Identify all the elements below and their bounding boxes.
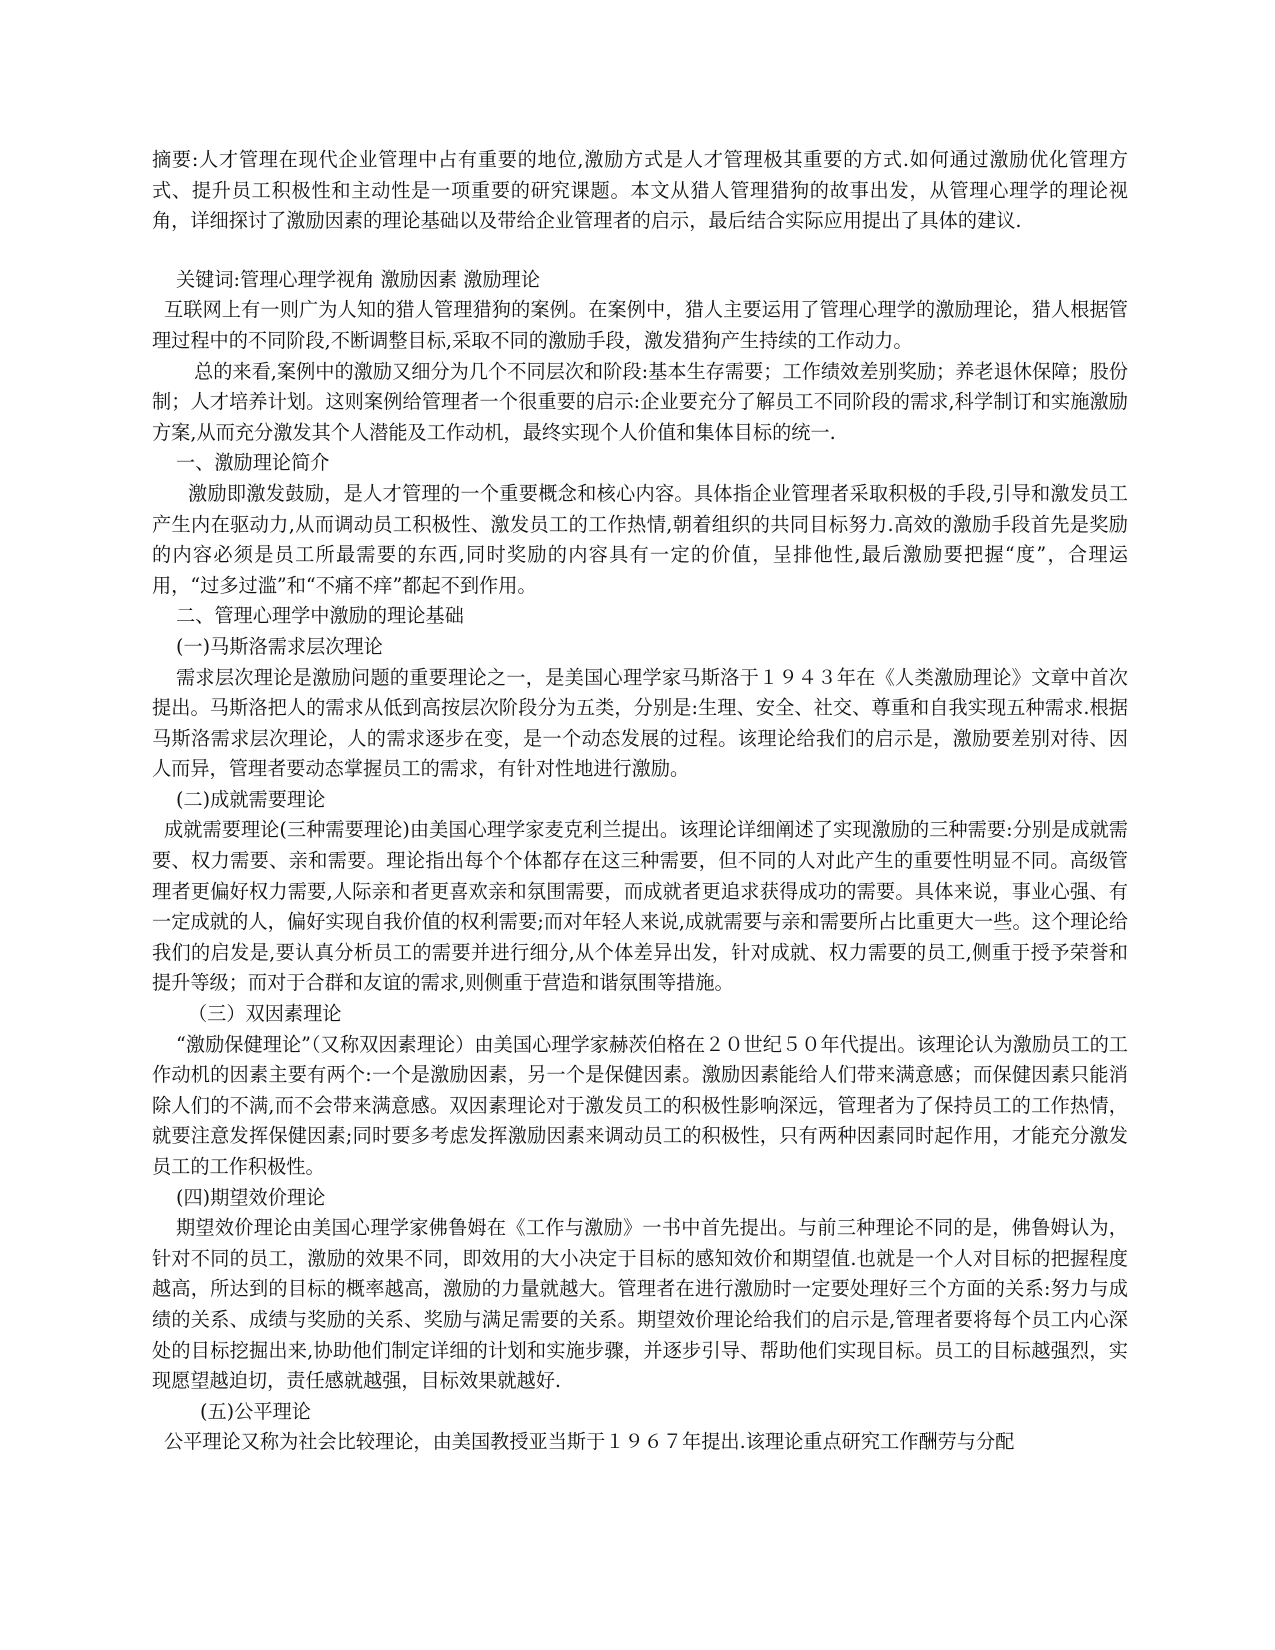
- paragraph-gap: [152, 237, 1128, 265]
- subsection-5-paragraph: 公平理论又称为社会比较理论，由美国教授亚当斯于１９６７年提出.该理论重点研究工作酬劳与分配: [164, 1430, 1015, 1454]
- section-1-paragraph: 激励即激发鼓励，是人才管理的一个重要概念和核心内容。具体指企业管理者采取积极的手段,引导和激发员工产生内在驱动力,从而调动员工积极性、激发员工的工作热情,朝着组织的共同目标努力.高效的激励手段首先是奖励的内容必须是员工所最需要的东西,同时奖励的内容具有一定的价值，呈排他性,最后激励要把握“度”，合理运用，“过多过滥”和“不痛不痒”都起不到作用。: [152, 481, 1128, 597]
- section-1-heading: 一、激励理论简介: [176, 451, 330, 475]
- subsection-4-paragraph: 期望效价理论由美国心理学家佛鲁姆在《工作与激励》一书中首先提出。与前三种理论不同的是，佛鲁姆认为，针对不同的员工，激励的效果不同，即效用的大小决定于目标的感知效价和期望值.也就是一个人对目标的把握程度越高，所达到的目标的概率越高，激励的力量就越大。管理者在进行激励时一定要处理好三个方面的关系:努力与成绩的关系、成绩与奖励的关系、奖励与满足需要的关系。期望效价理论给我们的启示是,管理者要将每个员工内心深处的目标挖掘出来,协助他们制定详细的计划和实施步骤，并逐步引导、帮助他们实现目标。员工的目标越强烈，实现愿望越迫切，责任感就越强，目标效果就越好.: [152, 1216, 1128, 1393]
- subsection-2-heading: (二)成就需要理论: [176, 787, 326, 811]
- document-page: [152, 145, 1128, 1458]
- intro-paragraph-1: 互联网上有一则广为人知的猎人管理猎狗的案例。在案例中，猎人主要运用了管理心理学的激励理论，猎人根据管理过程中的不同阶段,不断调整目标,采取不同的激励手段，激发猎狗产生持续的工作动力。: [152, 298, 1128, 352]
- subsection-3-heading: （三）双因素理论: [188, 1002, 342, 1026]
- subsection-1-paragraph: 需求层次理论是激励问题的重要理论之一，是美国心理学家马斯洛于１９４３年在《人类激励理论》文章中首次提出。马斯洛把人的需求从低到高按层次阶段分为五类，分别是:生理、安全、社交、尊重和自我实现五种需求.根据马斯洛需求层次理论，人的需求逐步在变，是一个动态发展的过程。该理论给我们的启示是，激励要差别对待、因人而异，管理者要动态掌握员工的需求，有针对性地进行激励。: [152, 665, 1128, 781]
- subsection-5-heading: (五)公平理论: [200, 1399, 311, 1423]
- section-2-heading: 二、管理心理学中激励的理论基础: [176, 604, 464, 628]
- subsection-4-heading: (四)期望效价理论: [176, 1185, 326, 1209]
- subsection-3-paragraph: “激励保健理论”（又称双因素理论）由美国心理学家赫茨伯格在２０世纪５０年代提出。该理论认为激励员工的工作动机的因素主要有两个:一个是激励因素，另一个是保健因素。激励因素能给人们带来满意感；而保健因素只能消除人们的不满,而不会带来满意感。双因素理论对于激发员工的积极性影响深远，管理者为了保持员工的工作热情，就要注意发挥保健因素;同时要多考虑发挥激励因素来调动员工的积极性，只有两种因素同时起作用，才能充分激发员工的工作积极性。: [152, 1032, 1128, 1178]
- intro-paragraph-2: 总的来看,案例中的激励又细分为几个不同层次和阶段:基本生存需要；工作绩效差别奖励；养老退休保障；股份制；人才培养计划。这则案例给管理者一个很重要的启示:企业要充分了解员工不同阶段的需求,科学制订和实施激励方案,从而充分激发其个人潜能及工作动机，最终实现个人价值和集体目标的统一.: [152, 359, 1128, 444]
- subsection-2-paragraph: 成就需要理论(三种需要理论)由美国心理学家麦克利兰提出。该理论详细阐述了实现激励的三种需要:分别是成就需要、权力需要、亲和需要。理论指出每个个体都存在这三种需要，但不同的人对此产生的重要性明显不同。高级管理者更偏好权力需要,人际亲和者更喜欢亲和氛围需要，而成就者更追求获得成功的需要。具体来说，事业心强、有一定成就的人，偏好实现自我价值的权利需要;而对年轻人来说,成就需要与亲和需要所占比重更大一些。这个理论给我们的启发是,要认真分析员工的需要并进行细分,从个体差异出发，针对成就、权力需要的员工,侧重于授予荣誉和提升等级；而对于合群和友谊的需求,则侧重于营造和谐氛围等措施。: [152, 818, 1128, 995]
- subsection-1-heading: (一)马斯洛需求层次理论: [176, 634, 383, 658]
- abstract: 摘要:人才管理在现代企业管理中占有重要的地位,激励方式是人才管理极其重要的方式.如何通过激励优化管理方式、提升员工积极性和主动性是一项重要的研究课题。本文从猎人管理猎狗的故事出发，从管理心理学的理论视角，详细探讨了激励因素的理论基础以及带给企业管理者的启示，最后结合实际应用提出了具体的建议.: [152, 148, 1128, 233]
- keywords: 关键词:管理心理学视角 激励因素 激励理论: [176, 267, 541, 291]
